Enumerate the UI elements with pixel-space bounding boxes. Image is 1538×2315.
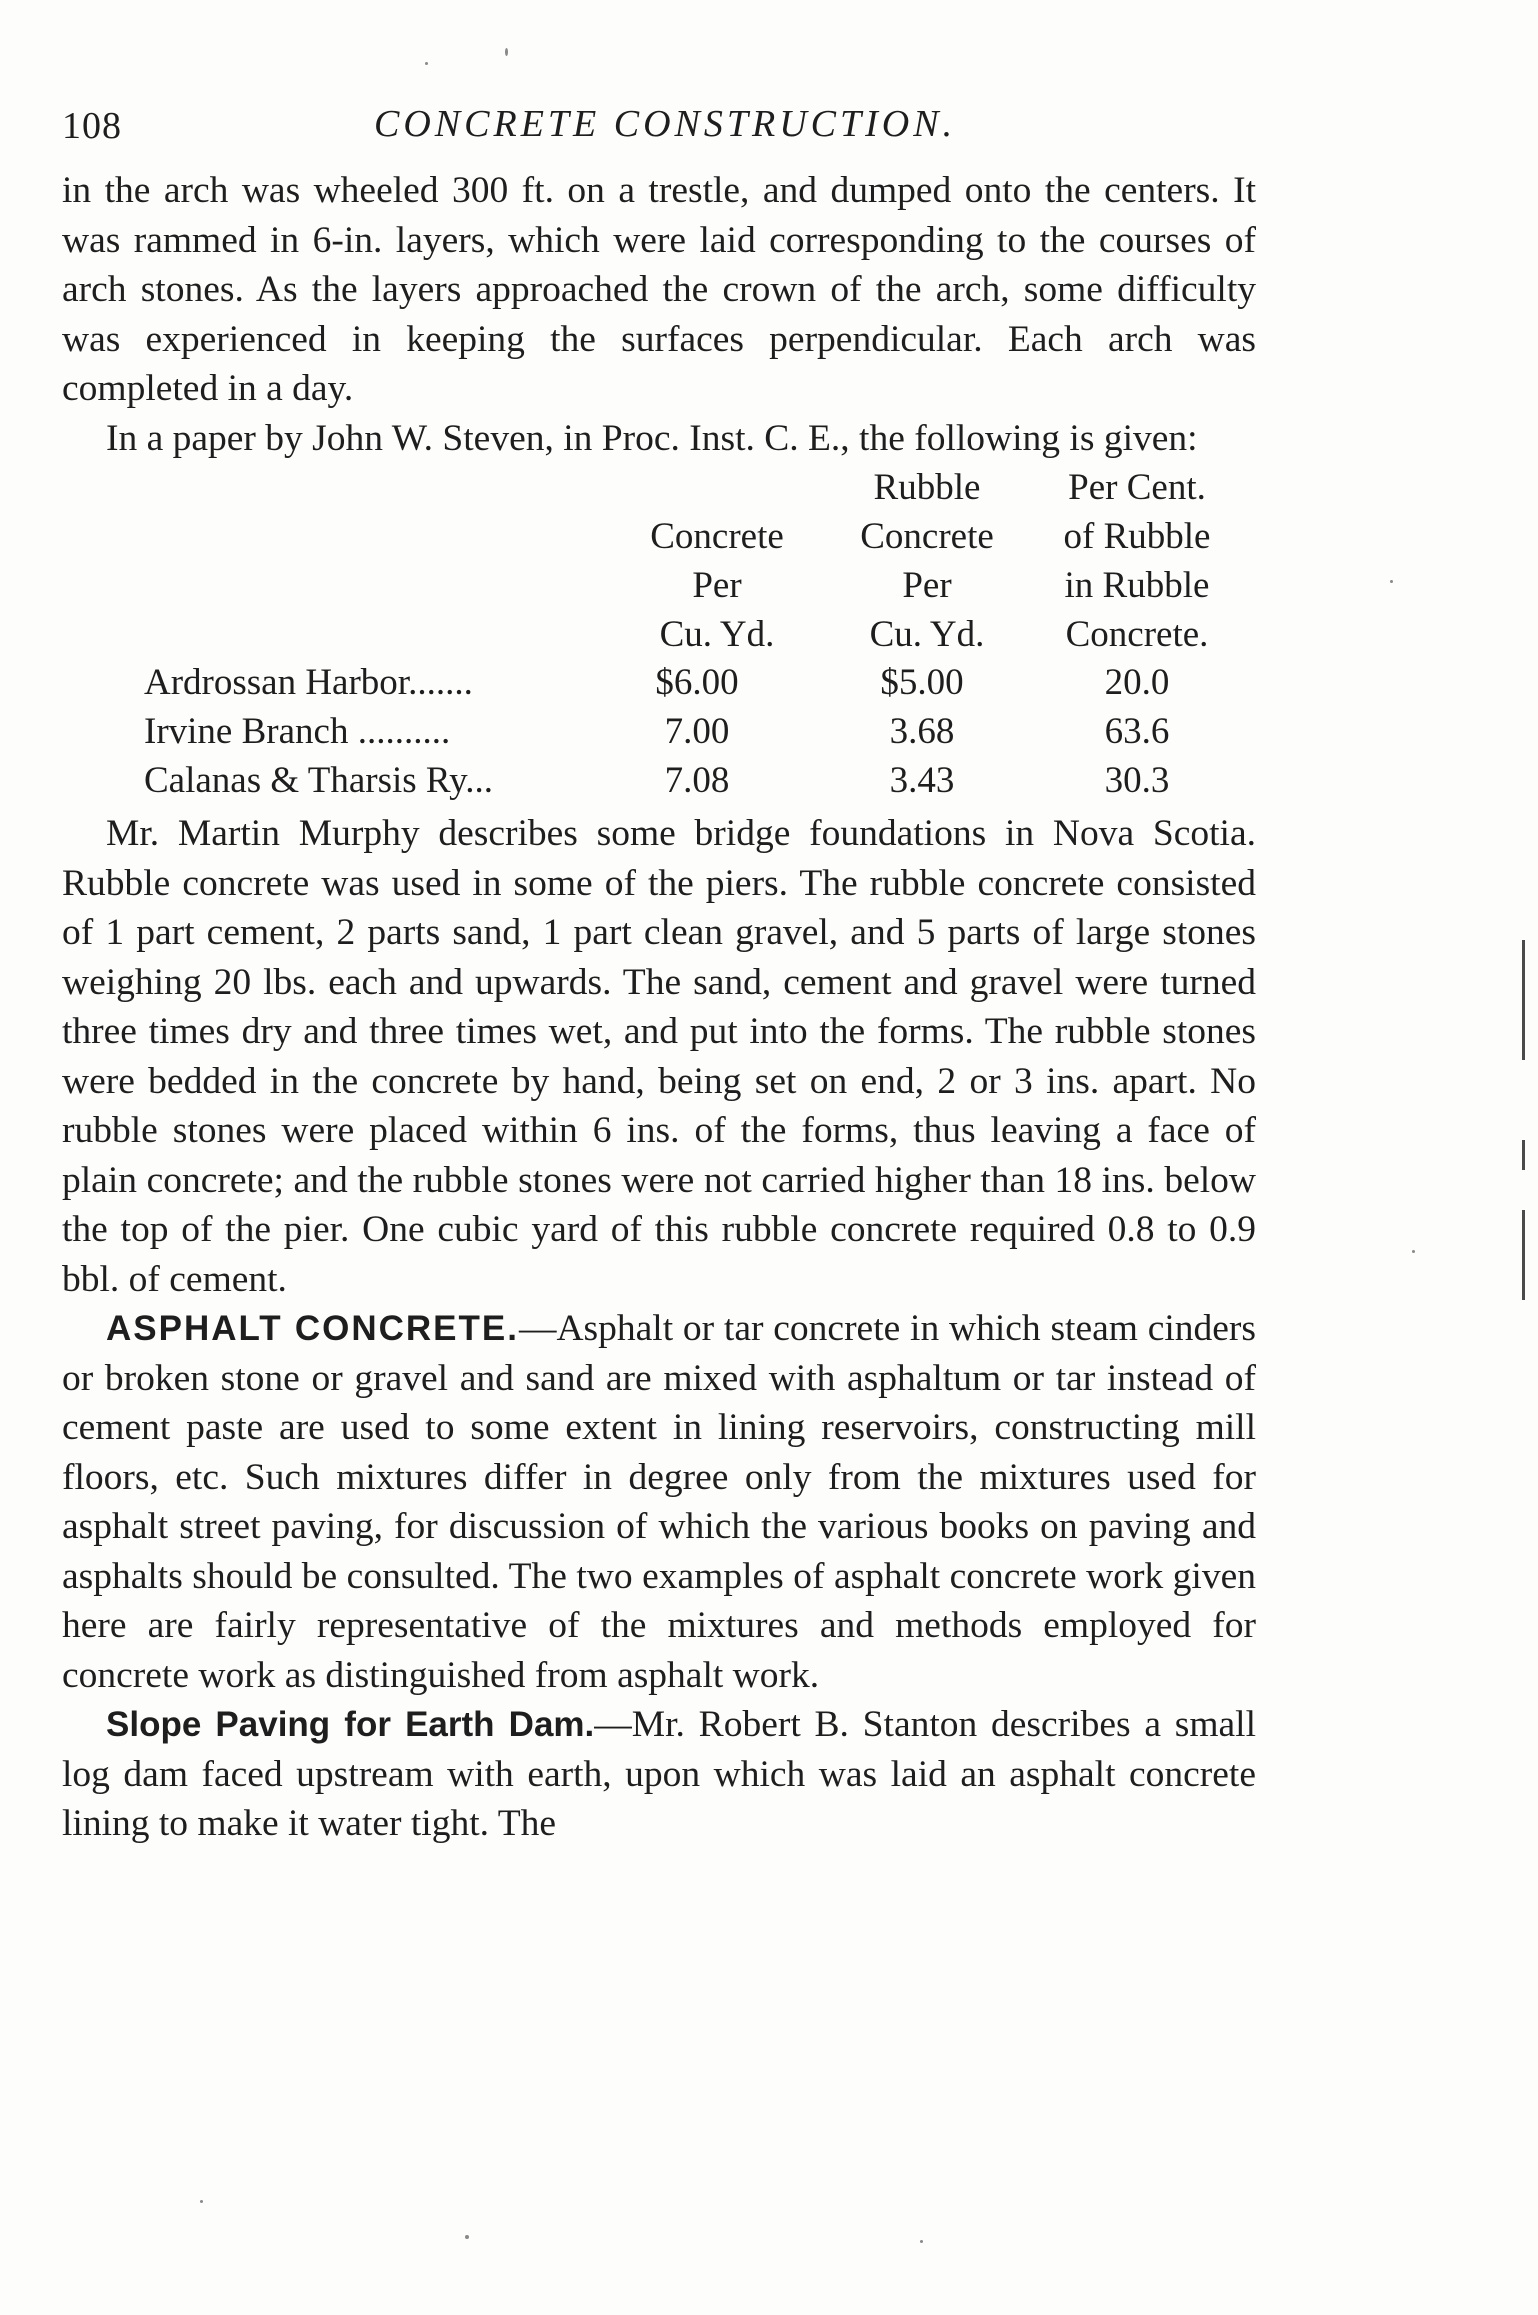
row-label: Irvine Branch ..........	[144, 711, 451, 752]
paragraph-steven-intro: In a paper by John W. Steven, in Proc. Inst. C. E., the following is given:	[106, 417, 1198, 459]
section-heading-slope-paving: Slope Paving for Earth Dam.	[106, 1705, 595, 1744]
col3-header-line: of Rubble	[1063, 516, 1211, 557]
rubble-percent: 30.3	[1104, 760, 1170, 801]
col2-header-line: Concrete	[860, 516, 994, 557]
col1-header-line: Cu. Yd.	[659, 614, 775, 655]
concrete-cost: 7.00	[664, 711, 730, 752]
col3-header-line: Per Cent.	[1068, 467, 1206, 508]
paragraph-arch-ramming: in the arch was wheeled 300 ft. on a trestle, and dumped onto the centers. It was rammed in 6-in. layers, which were laid corresponding to the courses of arch stones. As the layers approached the crown of the arch, some difficulty was experienced in keeping the surfaces perpendicular. Each arch was completed in a day.	[62, 170, 1256, 409]
section-heading-asphalt-concrete: ASPHALT CONCRETE.	[106, 1309, 519, 1348]
scan-speck	[920, 2240, 923, 2243]
rubble-percent: 20.0	[1104, 662, 1170, 703]
col3-header-line: in Rubble	[1064, 565, 1210, 606]
page-number: 108	[62, 105, 122, 147]
rubble-cost: $5.00	[880, 662, 964, 703]
scan-speck	[425, 62, 428, 65]
scan-speck	[200, 2200, 203, 2203]
scan-speck	[505, 48, 508, 56]
scan-speck	[1390, 580, 1393, 583]
rubble-percent: 63.6	[1104, 711, 1170, 752]
rubble-cost: 3.68	[889, 711, 955, 752]
col2-header-line: Cu. Yd.	[869, 614, 985, 655]
book-page	[62, 96, 1256, 1849]
table-row	[62, 710, 1256, 759]
col2-header-line: Rubble	[873, 467, 981, 508]
rubble-cost: 3.43	[889, 760, 955, 801]
table-row	[62, 661, 1256, 710]
scan-edge-mark	[1522, 1140, 1525, 1170]
paragraph-murphy-foundations: Mr. Martin Murphy describes some bridge foundations in Nova Scotia. Rubble concrete was used in some of the piers. The rubble concrete consisted of 1 part cement, 2 parts sand, 1 part clean gravel, and 5 parts of large stones weighing 20 lbs. each and upwards. The sand, cement and gravel were turned three times dry and three times wet, and put into the forms. The rubble stones were bedded in the concrete by hand, being set on end, 2 or 3 ins. apart. No rubble stones were placed within 6 ins. of the forms, thus leaving a face of plain concrete; and the rubble stones were not carried higher than 18 ins. below the top of the pier. One cubic yard of this rubble concrete required 0.8 to 0.9 bbl. of cement.	[62, 813, 1256, 1300]
col2-header-line: Per	[902, 565, 952, 606]
concrete-cost: 7.08	[664, 760, 730, 801]
asphalt-concrete-body: —Asphalt or tar concrete in which steam cinders or broken stone or gravel and sand are mixed with asphaltum or tar instead of cement paste are used to some extent in lining reservoirs, constructing mill floors, etc. Such mixtures differ in degree only from the mixtures used for asphalt street paving, for discussion of which the various books on paving and asphalts should be consulted. The two examples of asphalt concrete work given here are fairly representative of the mixtures and methods employed for concrete work as distinguished from asphalt work.	[62, 1308, 1257, 1696]
scan-speck	[1412, 1250, 1415, 1253]
running-title: CONCRETE CONSTRUCTION.	[374, 103, 957, 145]
scan-edge-mark	[1522, 1210, 1525, 1300]
paragraph-asphalt-concrete	[62, 1304, 1256, 1700]
col3-header-line: Concrete.	[1065, 614, 1209, 655]
col1-header-line: Concrete	[650, 516, 784, 557]
table-row	[62, 759, 1256, 808]
cost-table	[62, 463, 1256, 809]
paragraph-slope-paving	[62, 1700, 1256, 1849]
slope-paving-body: —Mr. Robert B. Stanton describes a small log dam faced upstream with earth, upon which was laid an asphalt concrete lining to make it water tight. The	[62, 1704, 1257, 1844]
concrete-cost: $6.00	[655, 662, 739, 703]
scan-edge-mark	[1522, 940, 1525, 1060]
row-label: Calanas & Tharsis Ry...	[144, 760, 493, 801]
running-head	[62, 96, 1256, 166]
col1-header-line: Per	[692, 565, 742, 606]
scan-speck	[465, 2235, 469, 2239]
row-label: Ardrossan Harbor.......	[144, 662, 473, 703]
